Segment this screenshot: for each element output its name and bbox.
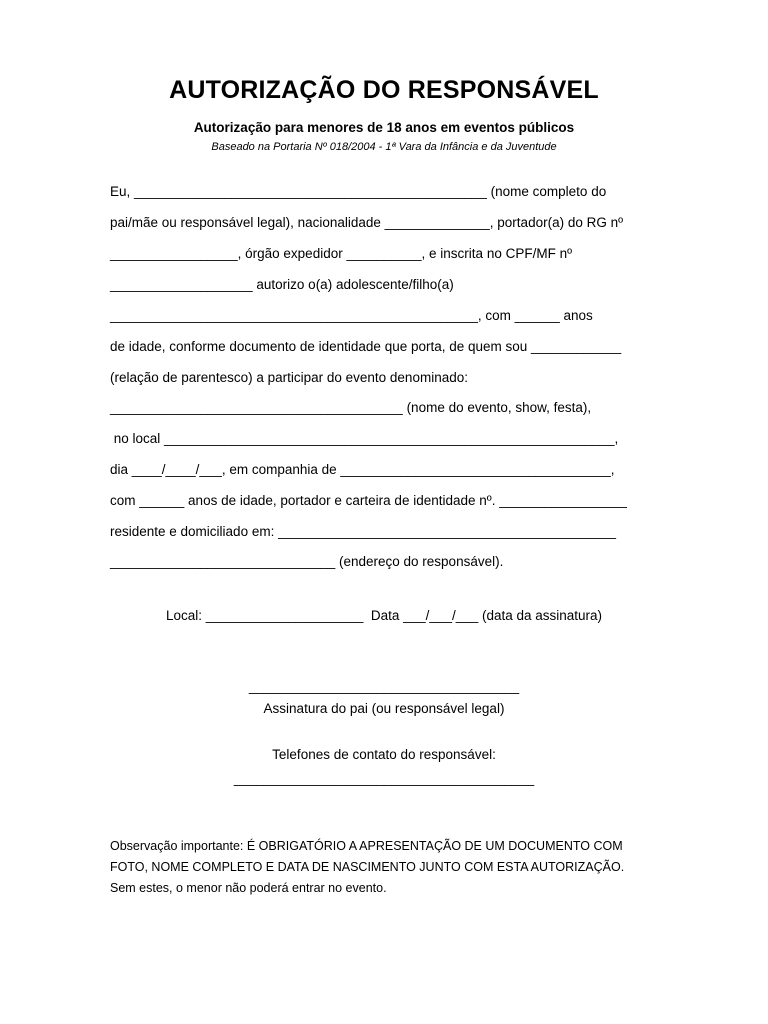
- note-line: FOTO, NOME COMPLETO E DATA DE NASCIMENTO JUNTO COM ESTA AUTORIZAÇÃO.: [110, 860, 625, 874]
- form-line: com ______ anos de idade, portador e carteira de identidade nº. _________________: [110, 493, 627, 508]
- legal-basis: Baseado na Portaria Nº 018/2004 - 1ª Vara da Infância e da Juventude: [211, 141, 557, 153]
- signature-label: Assinatura do pai (ou responsável legal): [263, 701, 505, 716]
- note-line: Observação importante: É OBRIGATÓRIO A APRESENTAÇÃO DE UM DOCUMENTO COM: [110, 839, 623, 853]
- form-line: _______________________________________ (nome do evento, show, festa),: [110, 400, 592, 415]
- form-line: de idade, conforme documento de identidade que porta, de quem sou ____________: [110, 339, 622, 354]
- phones-line: ________________________________________: [233, 771, 535, 786]
- form-line: ___________________ autorizo o(a) adolescente/filho(a): [110, 277, 454, 292]
- phones-label: Telefones de contato do responsável:: [272, 747, 496, 762]
- local-date-line: Local: _____________________ Data ___/___/___ (data da assinatura): [165, 608, 603, 623]
- form-line: no local ____________________________________________________________,: [110, 431, 619, 446]
- form-line: ______________________________ (endereço do responsável).: [110, 554, 504, 569]
- form-line: _________________________________________________, com ______ anos: [110, 308, 593, 323]
- signature-line: ____________________________________: [248, 679, 520, 694]
- form-line: _________________, órgão expedidor __________, e inscrita no CPF/MF nº: [110, 246, 573, 261]
- note-line: Sem estes, o menor não poderá entrar no evento.: [110, 881, 387, 895]
- form-line: Eu, _______________________________________________ (nome completo do: [110, 184, 607, 199]
- document-subtitle: Autorização para menores de 18 anos em eventos públicos: [193, 120, 575, 135]
- form-line: residente e domiciliado em: _____________________________________________: [110, 524, 616, 539]
- form-line: dia ____/____/___, em companhia de ____________________________________,: [110, 462, 615, 477]
- form-line: pai/mãe ou responsável legal), nacionalidade ______________, portador(a) do RG nº: [110, 215, 624, 230]
- document-title: AUTORIZAÇÃO DO RESPONSÁVEL: [169, 76, 599, 104]
- form-line: (relação de parentesco) a participar do evento denominado:: [110, 370, 468, 385]
